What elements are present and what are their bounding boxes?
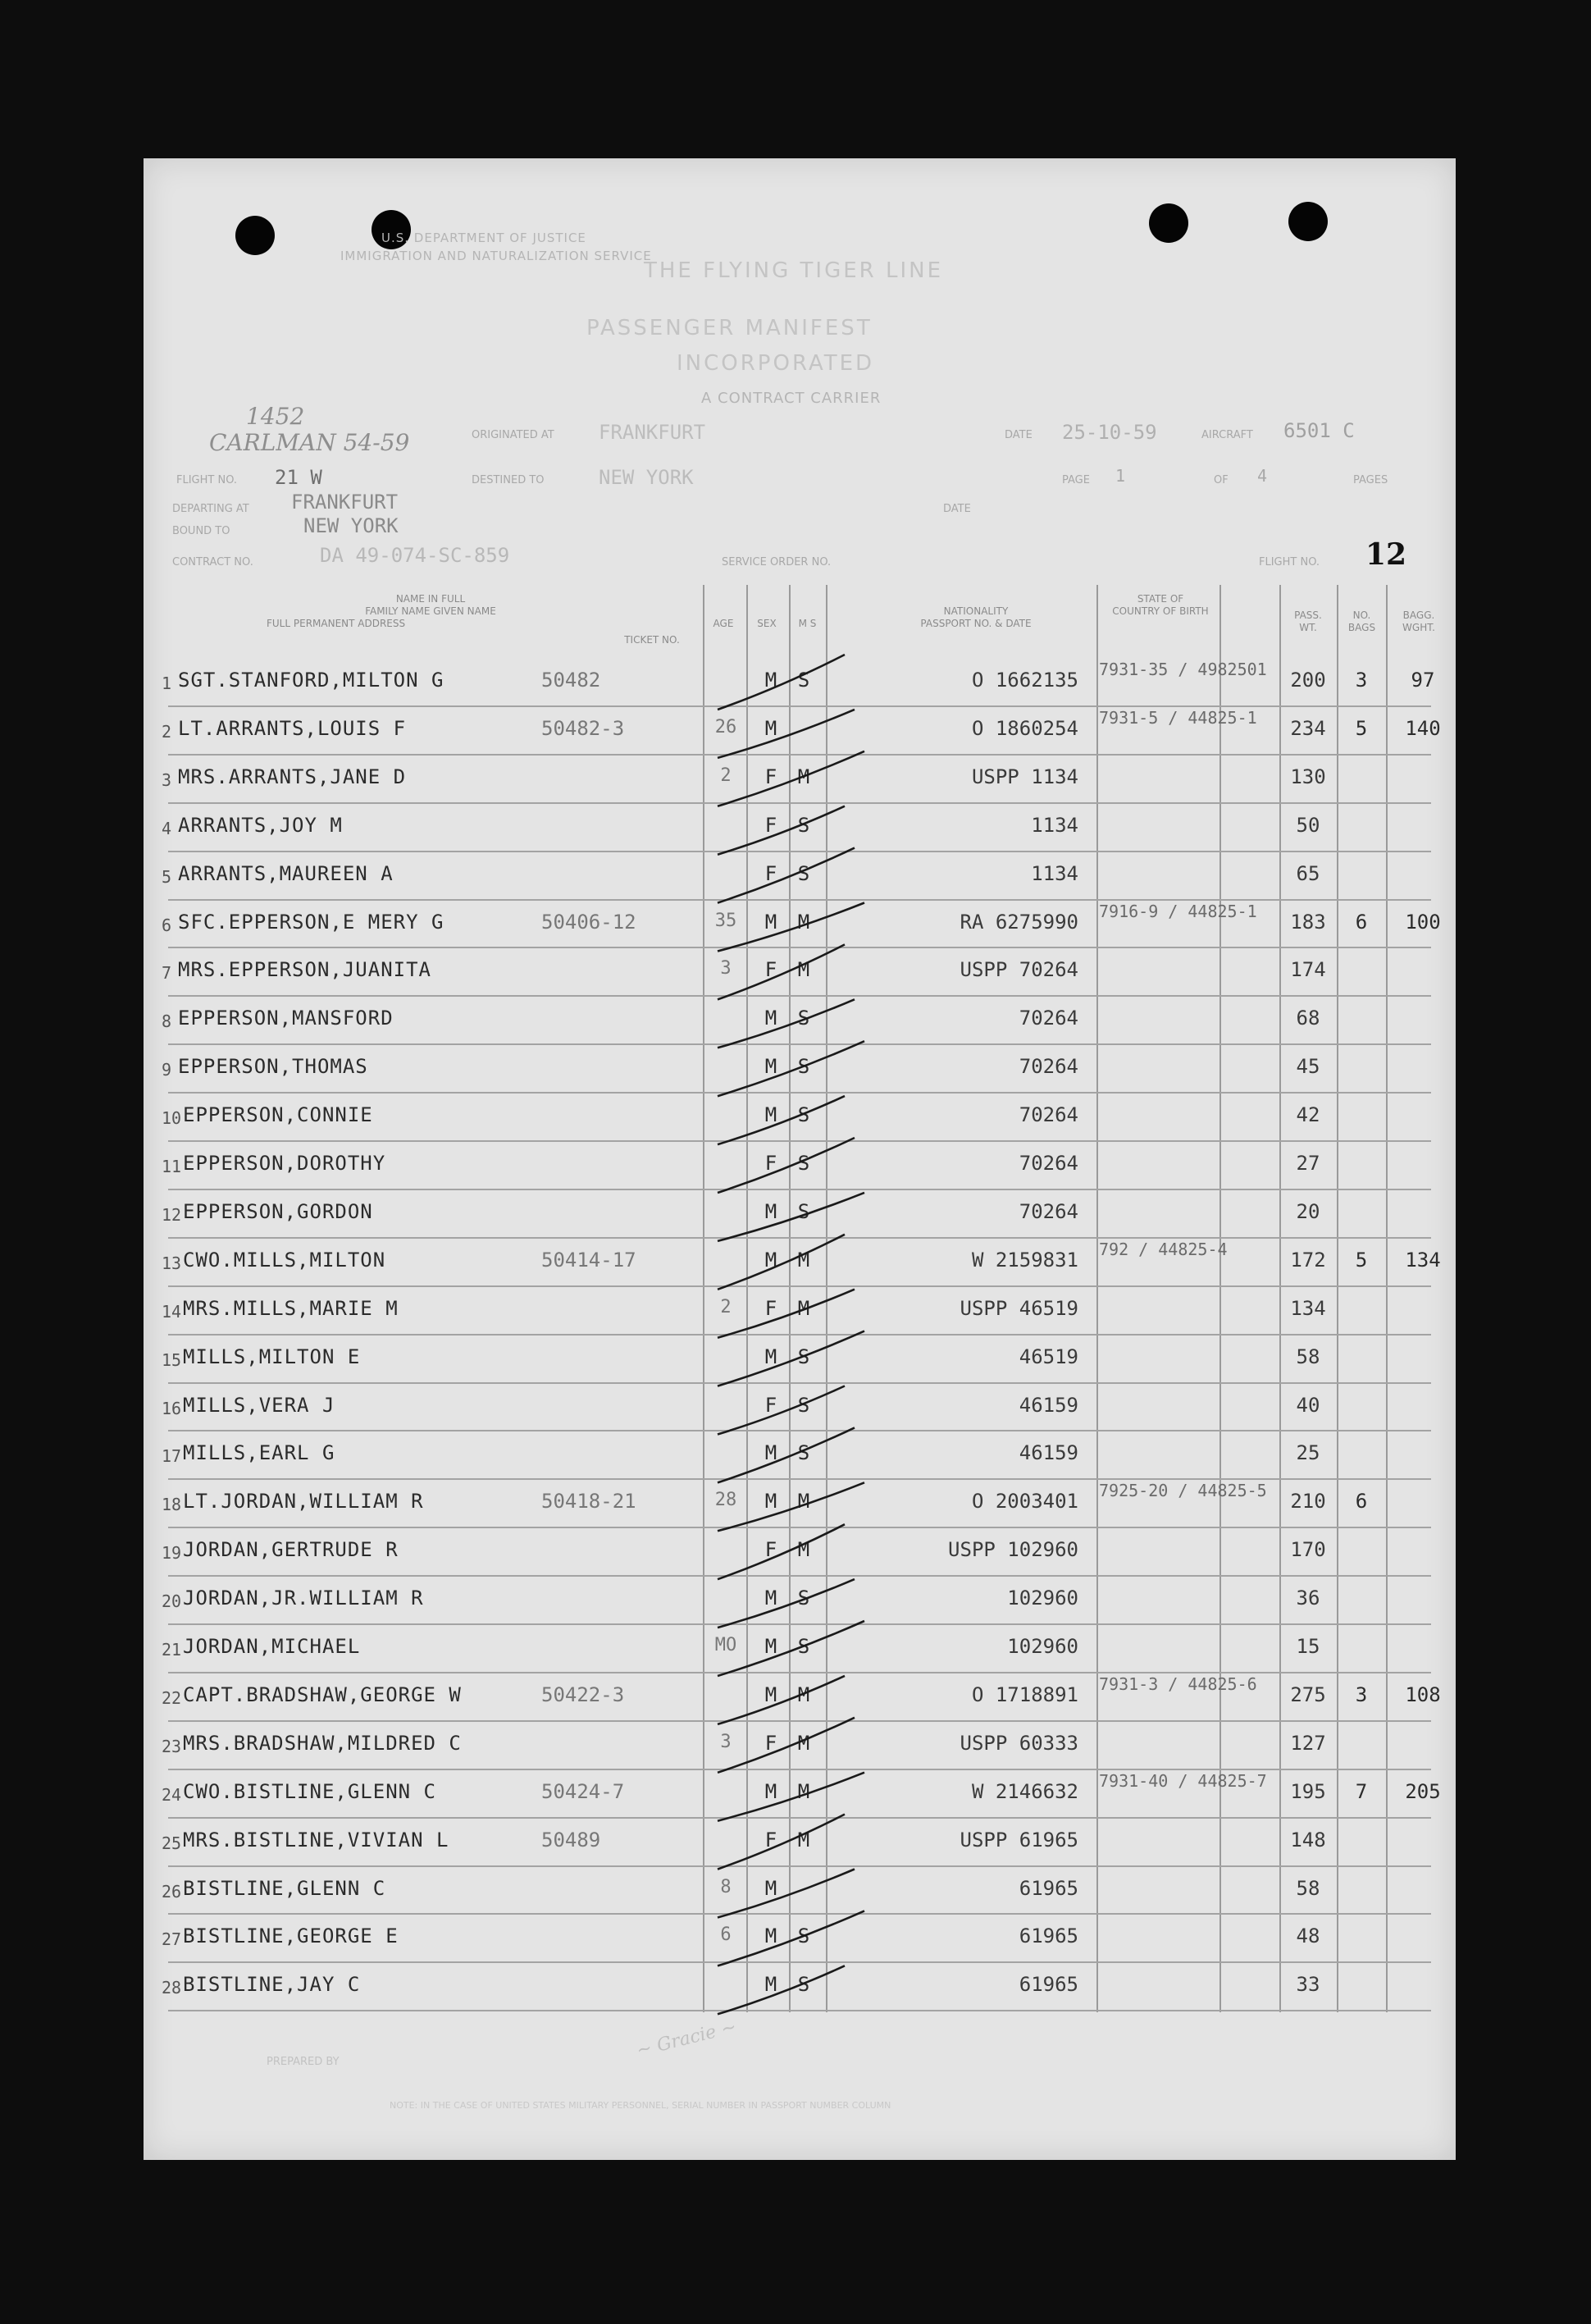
passenger-sex: M [764, 1103, 777, 1127]
passenger-sex: F [764, 813, 777, 837]
table-row [144, 1963, 1456, 2011]
punch-hole [1149, 203, 1188, 243]
date-label: DATE [1005, 429, 1033, 441]
col-wt-line1: PASS. [1294, 610, 1322, 621]
passport-number: O 1662135 [971, 669, 1078, 692]
passenger-name: CAPT.BRADSHAW,GEORGE W [183, 1683, 462, 1706]
passenger-name: MILLS,MILTON E [183, 1345, 361, 1368]
passenger-age: 3 [720, 1731, 732, 1752]
marital-status: M [797, 1779, 810, 1803]
marital-status: S [797, 1007, 810, 1030]
passenger-sex: M [764, 1007, 777, 1030]
marital-status: M [797, 1490, 810, 1514]
passenger-name: JORDAN,GERTRUDE R [183, 1538, 399, 1562]
passenger-weight: 33 [1296, 1973, 1320, 1997]
col-name-line2: FAMILY NAME GIVEN NAME [365, 605, 496, 617]
row-number: 1 [162, 673, 172, 693]
passport-number: 70264 [1019, 1103, 1078, 1127]
col-bwt-line1: BAGG. [1402, 610, 1435, 621]
passenger-sex: M [764, 1924, 777, 1948]
passenger-weight: 58 [1296, 1876, 1320, 1900]
table-row [144, 1722, 1456, 1770]
incorporated-label: INCORPORATED [677, 351, 875, 376]
passenger-name: MRS.BRADSHAW,MILDRED C [183, 1731, 462, 1755]
page-label: PAGE [1062, 474, 1090, 486]
passenger-weight: 68 [1296, 1007, 1320, 1030]
col-bags-line2: BAGS [1347, 622, 1376, 633]
birth-code: 792 / 44825-4 [1099, 1239, 1228, 1259]
flight-value: 21 W [275, 466, 322, 489]
col-sex-header: SEX [757, 618, 777, 629]
row-number: 27 [162, 1929, 182, 1950]
passport-number: 61965 [1019, 1876, 1078, 1900]
passenger-weight: 65 [1296, 861, 1320, 885]
flight-label: FLIGHT NO. [176, 474, 238, 486]
passport-number: 46159 [1019, 1393, 1078, 1417]
passenger-sex: F [764, 861, 777, 885]
passenger-age: 3 [720, 958, 732, 979]
passenger-age: 28 [714, 1490, 737, 1511]
row-number: 24 [162, 1784, 182, 1805]
row-number: 21 [162, 1640, 182, 1660]
marital-status: S [797, 1345, 810, 1368]
passport-number: USPP 61965 [960, 1828, 1078, 1851]
passport-number: 70264 [1019, 1007, 1078, 1030]
row-number: 20 [162, 1591, 182, 1612]
ticket-number: 50418-21 [541, 1490, 636, 1514]
ticket-number: 50482-3 [541, 716, 625, 740]
passenger-sex: M [764, 1055, 777, 1079]
passenger-name: BISTLINE,GEORGE E [183, 1924, 399, 1948]
col-birth-header [1103, 593, 1218, 618]
passport-number: O 1718891 [971, 1683, 1078, 1706]
passenger-name: ARRANTS,JOY M [178, 813, 343, 837]
marital-status: M [797, 910, 810, 934]
passenger-sex: M [764, 1441, 777, 1465]
passenger-weight: 25 [1296, 1441, 1320, 1465]
row-number: 3 [162, 769, 172, 790]
passenger-name: SGT.STANFORD,MILTON G [178, 669, 444, 692]
marital-status: S [797, 1103, 810, 1127]
passport-number: W 2159831 [971, 1248, 1078, 1272]
birth-code: 7931-5 / 44825-1 [1099, 707, 1257, 728]
carrier-name: THE FLYING TIGER LINE [644, 258, 944, 283]
passenger-name: EPPERSON,THOMAS [178, 1055, 368, 1079]
passport-number: 46519 [1019, 1345, 1078, 1368]
passport-number: 1134 [1031, 861, 1078, 885]
marital-status: S [797, 1393, 810, 1417]
table-row [144, 1625, 1456, 1673]
birth-code: 7931-3 / 44825-6 [1099, 1673, 1257, 1694]
row-number: 17 [162, 1446, 182, 1467]
aircraft-value: 6501 C [1283, 419, 1355, 442]
passenger-name: MRS.ARRANTS,JANE D [178, 765, 407, 788]
passenger-name: CWO.MILLS,MILTON [183, 1248, 386, 1272]
sheet-number: 12 [1365, 537, 1407, 572]
passport-number: 70264 [1019, 1152, 1078, 1175]
col-passport-line1: NATIONALITY [943, 605, 1009, 617]
ticket-number: 50406-12 [541, 910, 636, 934]
passenger-weight: 183 [1290, 910, 1326, 934]
passport-number: O 2003401 [971, 1490, 1078, 1514]
col-name-line1: NAME IN FULL [395, 593, 466, 605]
ticket-number: 50489 [541, 1828, 601, 1851]
col-birth-line2: COUNTRY OF BIRTH [1112, 605, 1209, 617]
marital-status: M [797, 1731, 810, 1755]
passenger-name: JORDAN,JR.WILLIAM R [183, 1587, 424, 1610]
passenger-sex: M [764, 716, 777, 740]
table-row [144, 1577, 1456, 1625]
passenger-name: MRS.MILLS,MARIE M [183, 1296, 399, 1320]
passenger-name: SFC.EPPERSON,E MERY G [178, 910, 444, 934]
marital-status: S [797, 1055, 810, 1079]
marital-status: S [797, 1441, 810, 1465]
table-row [144, 1867, 1456, 1915]
carrier-subtitle: PASSENGER MANIFEST [586, 316, 873, 340]
ticket-number: 50414-17 [541, 1248, 636, 1272]
passenger-weight: 234 [1290, 716, 1326, 740]
date-value: 25-10-59 [1062, 421, 1157, 444]
bag-count: 5 [1355, 716, 1368, 740]
table-row [144, 1384, 1456, 1432]
pages-label: PAGES [1353, 474, 1388, 486]
passenger-age: 6 [720, 1924, 732, 1946]
passenger-weight: 130 [1290, 765, 1326, 788]
table-row [144, 1045, 1456, 1094]
bag-count: 6 [1355, 1490, 1368, 1514]
marital-status: S [797, 813, 810, 837]
service-order-label: SERVICE ORDER NO. [722, 556, 832, 568]
passenger-weight: 27 [1296, 1152, 1320, 1175]
marital-status: M [797, 1538, 810, 1562]
passenger-weight: 50 [1296, 813, 1320, 837]
row-number: 16 [162, 1398, 182, 1418]
of-value: 4 [1257, 466, 1268, 486]
baggage-weight: 140 [1405, 716, 1441, 740]
birth-code: 7931-40 / 44825-7 [1099, 1770, 1267, 1791]
passport-number: 61965 [1019, 1924, 1078, 1948]
bag-count: 3 [1355, 1683, 1368, 1706]
row-number: 22 [162, 1687, 182, 1708]
row-number: 13 [162, 1253, 182, 1273]
passenger-sex: F [764, 1731, 777, 1755]
marital-status: M [797, 1248, 810, 1272]
passenger-weight: 45 [1296, 1055, 1320, 1079]
marital-status: S [797, 1973, 810, 1997]
row-number: 4 [162, 818, 172, 838]
table-row [144, 1915, 1456, 1963]
passenger-name: LT.ARRANTS,LOUIS F [178, 716, 407, 740]
row-number: 6 [162, 915, 172, 935]
passenger-age: 2 [720, 765, 732, 786]
passport-number: 102960 [1007, 1587, 1078, 1610]
marital-status: S [797, 669, 810, 692]
passenger-weight: 36 [1296, 1587, 1320, 1610]
col-age-header: AGE [713, 618, 734, 629]
table-row [144, 1336, 1456, 1384]
table-row [144, 707, 1456, 756]
row-number: 28 [162, 1978, 182, 1998]
passenger-sex: M [764, 1345, 777, 1368]
marital-status: S [797, 861, 810, 885]
passenger-age: 8 [720, 1876, 732, 1897]
passport-number: 70264 [1019, 1199, 1078, 1223]
footer-note: NOTE: IN THE CASE OF UNITED STATES MILITARY PERSONNEL, SERIAL NUMBER IN PASSPORT NUMBER COLUMN [390, 2100, 891, 2111]
agency-line-2: IMMIGRATION AND NATURALIZATION SERVICE [340, 249, 652, 263]
punch-hole [235, 216, 275, 255]
signature-stamp: ~ Gracie ~ [634, 2016, 739, 2061]
passenger-sex: F [764, 1296, 777, 1320]
passenger-weight: 20 [1296, 1199, 1320, 1223]
col-passport-header [857, 605, 1095, 630]
passenger-weight: 200 [1290, 669, 1326, 692]
passenger-name: EPPERSON,DOROTHY [183, 1152, 386, 1175]
marital-status: M [797, 1683, 810, 1706]
passenger-sex: F [764, 765, 777, 788]
passenger-name: MILLS,VERA J [183, 1393, 335, 1417]
bag-count: 3 [1355, 669, 1368, 692]
passenger-weight: 127 [1290, 1731, 1326, 1755]
row-number: 8 [162, 1011, 172, 1032]
passport-number: 46159 [1019, 1441, 1078, 1465]
manifest-page [144, 158, 1456, 2160]
passenger-name: BISTLINE,GLENN C [183, 1876, 386, 1900]
table-row [144, 997, 1456, 1045]
passenger-sex: M [764, 1490, 777, 1514]
passenger-age: 26 [714, 716, 737, 737]
passenger-name: LT.JORDAN,WILLIAM R [183, 1490, 424, 1514]
passenger-weight: 195 [1290, 1779, 1326, 1803]
departing-label: DEPARTING AT [172, 503, 249, 515]
passenger-sex: M [764, 1248, 777, 1272]
passenger-name: JORDAN,MICHAEL [183, 1635, 361, 1658]
col-name-header [193, 593, 668, 630]
baggage-weight: 134 [1405, 1248, 1441, 1272]
baggage-weight: 205 [1405, 1779, 1441, 1803]
passenger-name: BISTLINE,JAY C [183, 1973, 361, 1997]
row-number: 18 [162, 1495, 182, 1515]
birth-code: 7925-20 / 44825-5 [1099, 1481, 1267, 1501]
table-row [144, 852, 1456, 901]
row-number: 9 [162, 1060, 172, 1080]
passenger-sex: F [764, 958, 777, 982]
passenger-sex: F [764, 1393, 777, 1417]
passport-number: USPP 102960 [948, 1538, 1078, 1562]
row-number: 10 [162, 1108, 182, 1129]
row-number: 14 [162, 1301, 182, 1322]
passenger-age: MO [714, 1635, 737, 1655]
marital-status: S [797, 1924, 810, 1948]
bag-count: 7 [1355, 1779, 1368, 1803]
passport-number: 61965 [1019, 1973, 1078, 1997]
passport-number: USPP 60333 [960, 1731, 1078, 1755]
passport-number: USPP 1134 [971, 765, 1078, 788]
row-number: 7 [162, 963, 172, 984]
contract-carrier-label: A CONTRACT CARRIER [701, 390, 882, 407]
passenger-sex: M [764, 1587, 777, 1610]
passenger-name: MRS.EPPERSON,JUANITA [178, 958, 431, 982]
passenger-age: 35 [714, 910, 737, 931]
row-number: 5 [162, 866, 172, 887]
marital-status: S [797, 1587, 810, 1610]
punch-hole [1288, 202, 1328, 241]
col-birth-line1: STATE OF [1137, 593, 1184, 605]
bag-count: 5 [1355, 1248, 1368, 1272]
passenger-sex: M [764, 669, 777, 692]
passport-number: O 1860254 [971, 716, 1078, 740]
contract-label: CONTRACT NO. [172, 556, 253, 568]
hand-note-1: 1452 [246, 403, 305, 430]
hand-note-2: CARLMAN 54-59 [209, 429, 410, 456]
row-number: 23 [162, 1736, 182, 1756]
passenger-weight: 40 [1296, 1393, 1320, 1417]
bag-count: 6 [1355, 910, 1368, 934]
date2-label: DATE [943, 503, 971, 515]
row-number: 2 [162, 721, 172, 742]
table-row [144, 804, 1456, 852]
baggage-weight: 108 [1405, 1683, 1441, 1706]
passenger-weight: 48 [1296, 1924, 1320, 1948]
col-ms-header: M S [798, 618, 817, 629]
originated-at-label: ORIGINATED AT [472, 429, 554, 441]
passport-number: W 2146632 [971, 1779, 1078, 1803]
passenger-age: 2 [720, 1296, 732, 1317]
birth-code: 7931-35 / 4982501 [1099, 660, 1267, 679]
passenger-name: MILLS,EARL G [183, 1441, 335, 1465]
passenger-weight: 42 [1296, 1103, 1320, 1127]
passenger-weight: 275 [1290, 1683, 1326, 1706]
originated-at-value: FRANKFURT [599, 421, 706, 444]
col-bwt-line2: WGHT. [1402, 622, 1435, 633]
passenger-sex: M [764, 910, 777, 934]
table-row [144, 1142, 1456, 1190]
table-row [144, 1819, 1456, 1867]
passenger-name: MRS.BISTLINE,VIVIAN L [183, 1828, 449, 1851]
row-number: 11 [162, 1157, 182, 1176]
passport-number: USPP 46519 [960, 1296, 1078, 1320]
ticket-number: 50424-7 [541, 1779, 625, 1803]
agency-line-1: U.S. DEPARTMENT OF JUSTICE [381, 231, 586, 245]
passenger-weight: 172 [1290, 1248, 1326, 1272]
col-wt-line2: WT. [1299, 622, 1317, 633]
col-bags-line1: NO. [1352, 610, 1371, 621]
table-row [144, 756, 1456, 804]
destined-value: NEW YORK [599, 466, 694, 489]
passenger-sex: M [764, 1199, 777, 1223]
table-row [144, 1431, 1456, 1480]
passenger-name: EPPERSON,MANSFORD [178, 1007, 394, 1030]
passenger-sex: F [764, 1152, 777, 1175]
table-row [144, 948, 1456, 997]
row-number: 25 [162, 1833, 182, 1853]
passenger-weight: 134 [1290, 1296, 1326, 1320]
passenger-weight: 170 [1290, 1538, 1326, 1562]
marital-status: M [797, 1828, 810, 1851]
passenger-name: CWO.BISTLINE,GLENN C [183, 1779, 436, 1803]
row-number: 15 [162, 1349, 182, 1370]
passport-number: 70264 [1019, 1055, 1078, 1079]
table-row [144, 1239, 1456, 1287]
passenger-name: ARRANTS,MAUREEN A [178, 861, 394, 885]
table-row [144, 1190, 1456, 1239]
aircraft-label: AIRCRAFT [1201, 429, 1253, 441]
col-passport-line2: PASSPORT NO. & DATE [920, 618, 1032, 629]
passenger-sex: M [764, 1779, 777, 1803]
row-number: 12 [162, 1204, 182, 1225]
table-row [144, 1287, 1456, 1336]
table-row [144, 1480, 1456, 1528]
table-row [144, 1770, 1456, 1819]
passenger-sex: F [764, 1828, 777, 1851]
passenger-weight: 15 [1296, 1635, 1320, 1658]
row-number: 19 [162, 1543, 182, 1564]
passport-number: USPP 70264 [960, 958, 1078, 982]
col-bags-header [1339, 610, 1384, 634]
baggage-weight: 97 [1411, 669, 1435, 692]
departing-value: FRANKFURT [291, 491, 399, 514]
ticket-number: 50482 [541, 669, 601, 692]
ticket-number: 50422-3 [541, 1683, 625, 1706]
table-row [144, 901, 1456, 949]
destined-label: DESTINED TO [472, 474, 545, 486]
contract-value: DA 49-074-SC-859 [320, 544, 510, 567]
passport-number: 102960 [1007, 1635, 1078, 1658]
marital-status: M [797, 958, 810, 982]
table-row [144, 1528, 1456, 1577]
birth-code: 7916-9 / 44825-1 [1099, 901, 1257, 921]
passenger-sex: M [764, 1635, 777, 1658]
marital-status: M [797, 765, 810, 788]
table-row [144, 1094, 1456, 1142]
marital-status: S [797, 1152, 810, 1175]
bound-label: BOUND TO [172, 525, 230, 537]
marital-status: S [797, 1199, 810, 1223]
passenger-weight: 58 [1296, 1345, 1320, 1368]
marital-status: M [797, 1296, 810, 1320]
passenger-sex: M [764, 1973, 777, 1997]
col-name-line3: FULL PERMANENT ADDRESS [267, 618, 406, 629]
passenger-sex: M [764, 1876, 777, 1900]
row-number: 26 [162, 1881, 182, 1902]
col-wt-header [1283, 610, 1333, 634]
marital-status: S [797, 1635, 810, 1658]
passenger-weight: 210 [1290, 1490, 1326, 1514]
of-label: OF [1214, 474, 1229, 486]
col-bwt-header [1390, 610, 1447, 634]
passenger-sex: M [764, 1683, 777, 1706]
passport-number: RA 6275990 [960, 910, 1078, 934]
passenger-name: EPPERSON,GORDON [183, 1199, 373, 1223]
col-ticket-header: TICKET NO. [624, 634, 680, 646]
passenger-name: EPPERSON,CONNIE [183, 1103, 373, 1127]
page-value: 1 [1115, 466, 1126, 486]
baggage-weight: 100 [1405, 910, 1441, 934]
row-divider [168, 2010, 1431, 2011]
table-row [144, 1673, 1456, 1722]
bound-value: NEW YORK [303, 514, 399, 537]
passenger-weight: 148 [1290, 1828, 1326, 1851]
passenger-sex: F [764, 1538, 777, 1562]
passport-number: 1134 [1031, 813, 1078, 837]
passenger-weight: 174 [1290, 958, 1326, 982]
flight-no2-label: FLIGHT NO. [1259, 556, 1320, 568]
prepared-by-label: PREPARED BY [267, 2056, 340, 2068]
table-row [144, 659, 1456, 707]
